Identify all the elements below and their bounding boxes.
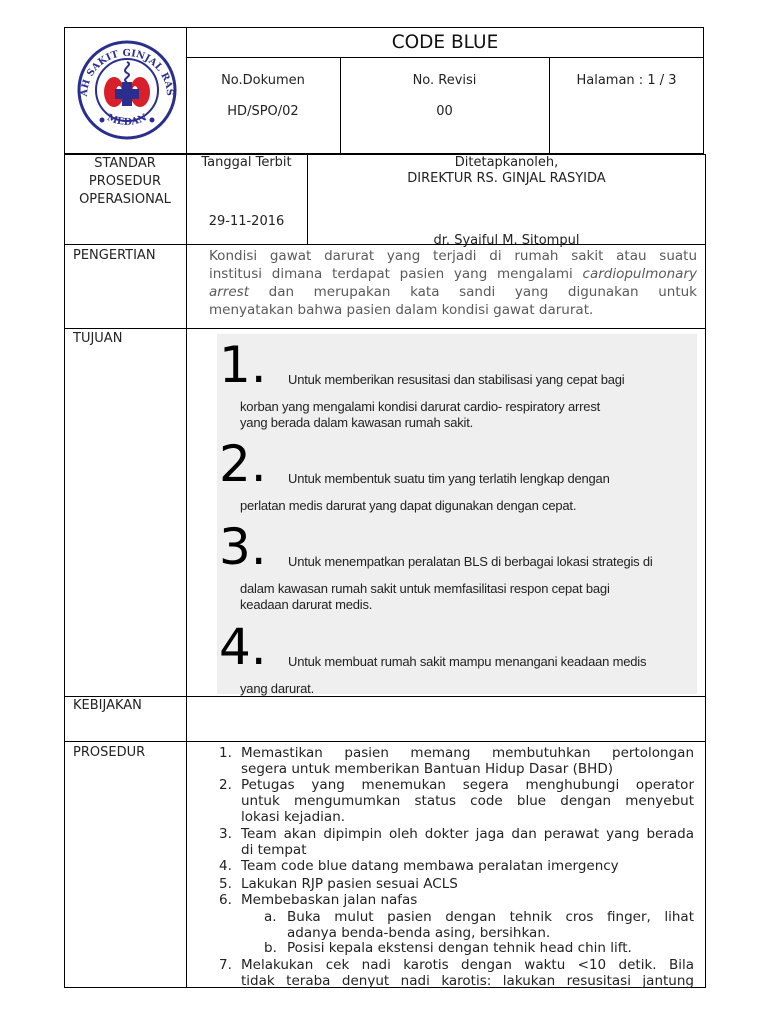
signatory-name: dr. Syaiful M. Sitompul <box>433 233 580 248</box>
svg-text:MEDAN <box>106 112 149 128</box>
prosedur-sub-a: a. <box>264 909 277 925</box>
prosedur-line: untuk mengumumkan status code blue dengan menyebut <box>241 793 694 809</box>
prosedur-line: Team akan dipimpin oleh dokter jaga dan perawat yang berada <box>241 826 694 842</box>
tujuan-2-line1: Untuk membentuk suatu tim yang terlatih lengkap dengan <box>288 471 610 486</box>
pengertian-line2-italic: cardiopulmonary <box>582 266 697 282</box>
pengertian-line1: Kondisi gawat darurat yang terjadi di rumah sakit atau suatu <box>209 248 697 264</box>
prosedur-line: Posisi kepala ekstensi dengan tehnik head chin lift. <box>287 940 632 956</box>
no-revisi-label: No. Revisi <box>412 73 477 88</box>
no-revisi-value: 00 <box>436 104 453 119</box>
tujuan-num-2: 2. <box>219 435 267 493</box>
tujuan-label: TUJUAN <box>73 331 123 346</box>
tujuan-1-line3: yang berada dalam kawasan rumah sakit. <box>240 415 474 430</box>
prosedur-line: Petugas yang menemukan segera menghubungi operator <box>241 777 694 793</box>
prosedur-num-6: 6. <box>219 892 232 908</box>
prosedur-line: Melakukan cek nadi karotis dengan waktu <10 detik. Bila <box>241 957 694 973</box>
prosedur-line: Lakukan RJP pasien sesuai ACLS <box>241 876 458 892</box>
tujuan-4-line1: Untuk membuat rumah sakit mampu menangani keadaan medis <box>288 654 647 669</box>
ditetapkan-line1: Ditetapkanoleh, <box>454 155 559 170</box>
prosedur-line: tidak teraba denyut nadi karotis: lakukan resusitasi jantung <box>241 973 694 989</box>
prosedur-line: di tempat <box>241 842 307 858</box>
sop-label-line1: STANDAR <box>94 156 156 171</box>
prosedur-num-1: 1. <box>219 745 232 761</box>
pengertian-line4: menyatakan bahwa pasien dalam kondisi gawat darurat. <box>209 302 594 318</box>
prosedur-line: Team code blue datang membawa peralatan imergency <box>241 858 619 874</box>
logo-text-bottom: MEDAN <box>105 112 149 128</box>
sop-label <box>64 155 186 209</box>
ditetapkan-line2: DIREKTUR RS. GINJAL RASYIDA <box>407 171 606 186</box>
pengertian-label: PENGERTIAN <box>73 248 156 263</box>
prosedur-line: Memastikan pasien memang membutuhkan pertolongan <box>241 745 694 761</box>
pengertian-line3b: dan merupakan kata sandi yang digunakan untuk <box>249 284 697 300</box>
prosedur-line: Buka mulut pasien dengan tehnik cros finger, lihat <box>287 909 694 925</box>
prosedur-label: PROSEDUR <box>73 745 146 760</box>
prosedur-num-5: 5. <box>219 876 232 892</box>
prosedur-line: segera untuk memberikan Bantuan Hidup Dasar (BHD) <box>241 761 613 777</box>
no-dokumen-value: HD/SPO/02 <box>227 104 299 119</box>
halaman-label: Halaman : 1 / 3 <box>576 73 677 88</box>
sop-label-line3: OPERASIONAL <box>79 192 171 207</box>
prosedur-num-2: 2. <box>219 777 232 793</box>
document-title: CODE BLUE <box>391 32 499 53</box>
pengertian-line3-italic: arrest <box>209 284 250 300</box>
prosedur-line: Membebaskan jalan nafas <box>241 892 418 908</box>
prosedur-num-4: 4. <box>219 858 232 874</box>
tujuan-num-4: 4. <box>219 618 267 676</box>
prosedur-line: adanya benda-benda asing, bersihkan. <box>287 925 551 941</box>
no-dokumen-label: No.Dokumen <box>221 73 305 88</box>
pengertian-line2a: institusi dimana terdapat pasien yang mengalami <box>209 266 583 282</box>
tujuan-1-line2: korban yang mengalami kondisi darurat cardio- respiratory arrest <box>240 399 601 414</box>
prosedur-num-7: 7. <box>219 957 232 973</box>
pengertian-text <box>209 247 697 319</box>
prosedur-sub-b: b. <box>264 940 277 956</box>
tujuan-shaded-box <box>217 334 697 694</box>
sop-label-line2: PROSEDUR <box>88 174 162 189</box>
logo-text-top: AH SAKIT GINJAL RAS <box>78 47 176 97</box>
tujuan-num-1: 1. <box>219 336 267 394</box>
tujuan-num-3: 3. <box>219 518 267 576</box>
tujuan-3-line1: Untuk menempatkan peralatan BLS di berbagai lokasi strategis di <box>288 554 653 569</box>
tujuan-3-line2: dalam kawasan rumah sakit untuk memfasilitasi respon cepat bagi <box>240 581 610 596</box>
tujuan-2-line2: perlatan medis darurat yang dapat digunakan dengan cepat. <box>240 498 577 513</box>
prosedur-num-3: 3. <box>219 826 232 842</box>
tujuan-1-line1: Untuk memberikan resusitasi dan stabilisasi yang cepat bagi <box>288 372 625 387</box>
hospital-logo <box>72 40 182 140</box>
prosedur-line: lokasi kejadian. <box>241 809 346 825</box>
kebijakan-label: KEBIJAKAN <box>73 698 142 713</box>
tujuan-3-line3: keadaan darurat medis. <box>240 597 373 612</box>
tanggal-terbit-label: Tanggal Terbit <box>201 155 292 170</box>
tanggal-terbit-value: 29-11-2016 <box>208 214 285 229</box>
tujuan-4-line2: yang darurat. <box>240 681 315 696</box>
